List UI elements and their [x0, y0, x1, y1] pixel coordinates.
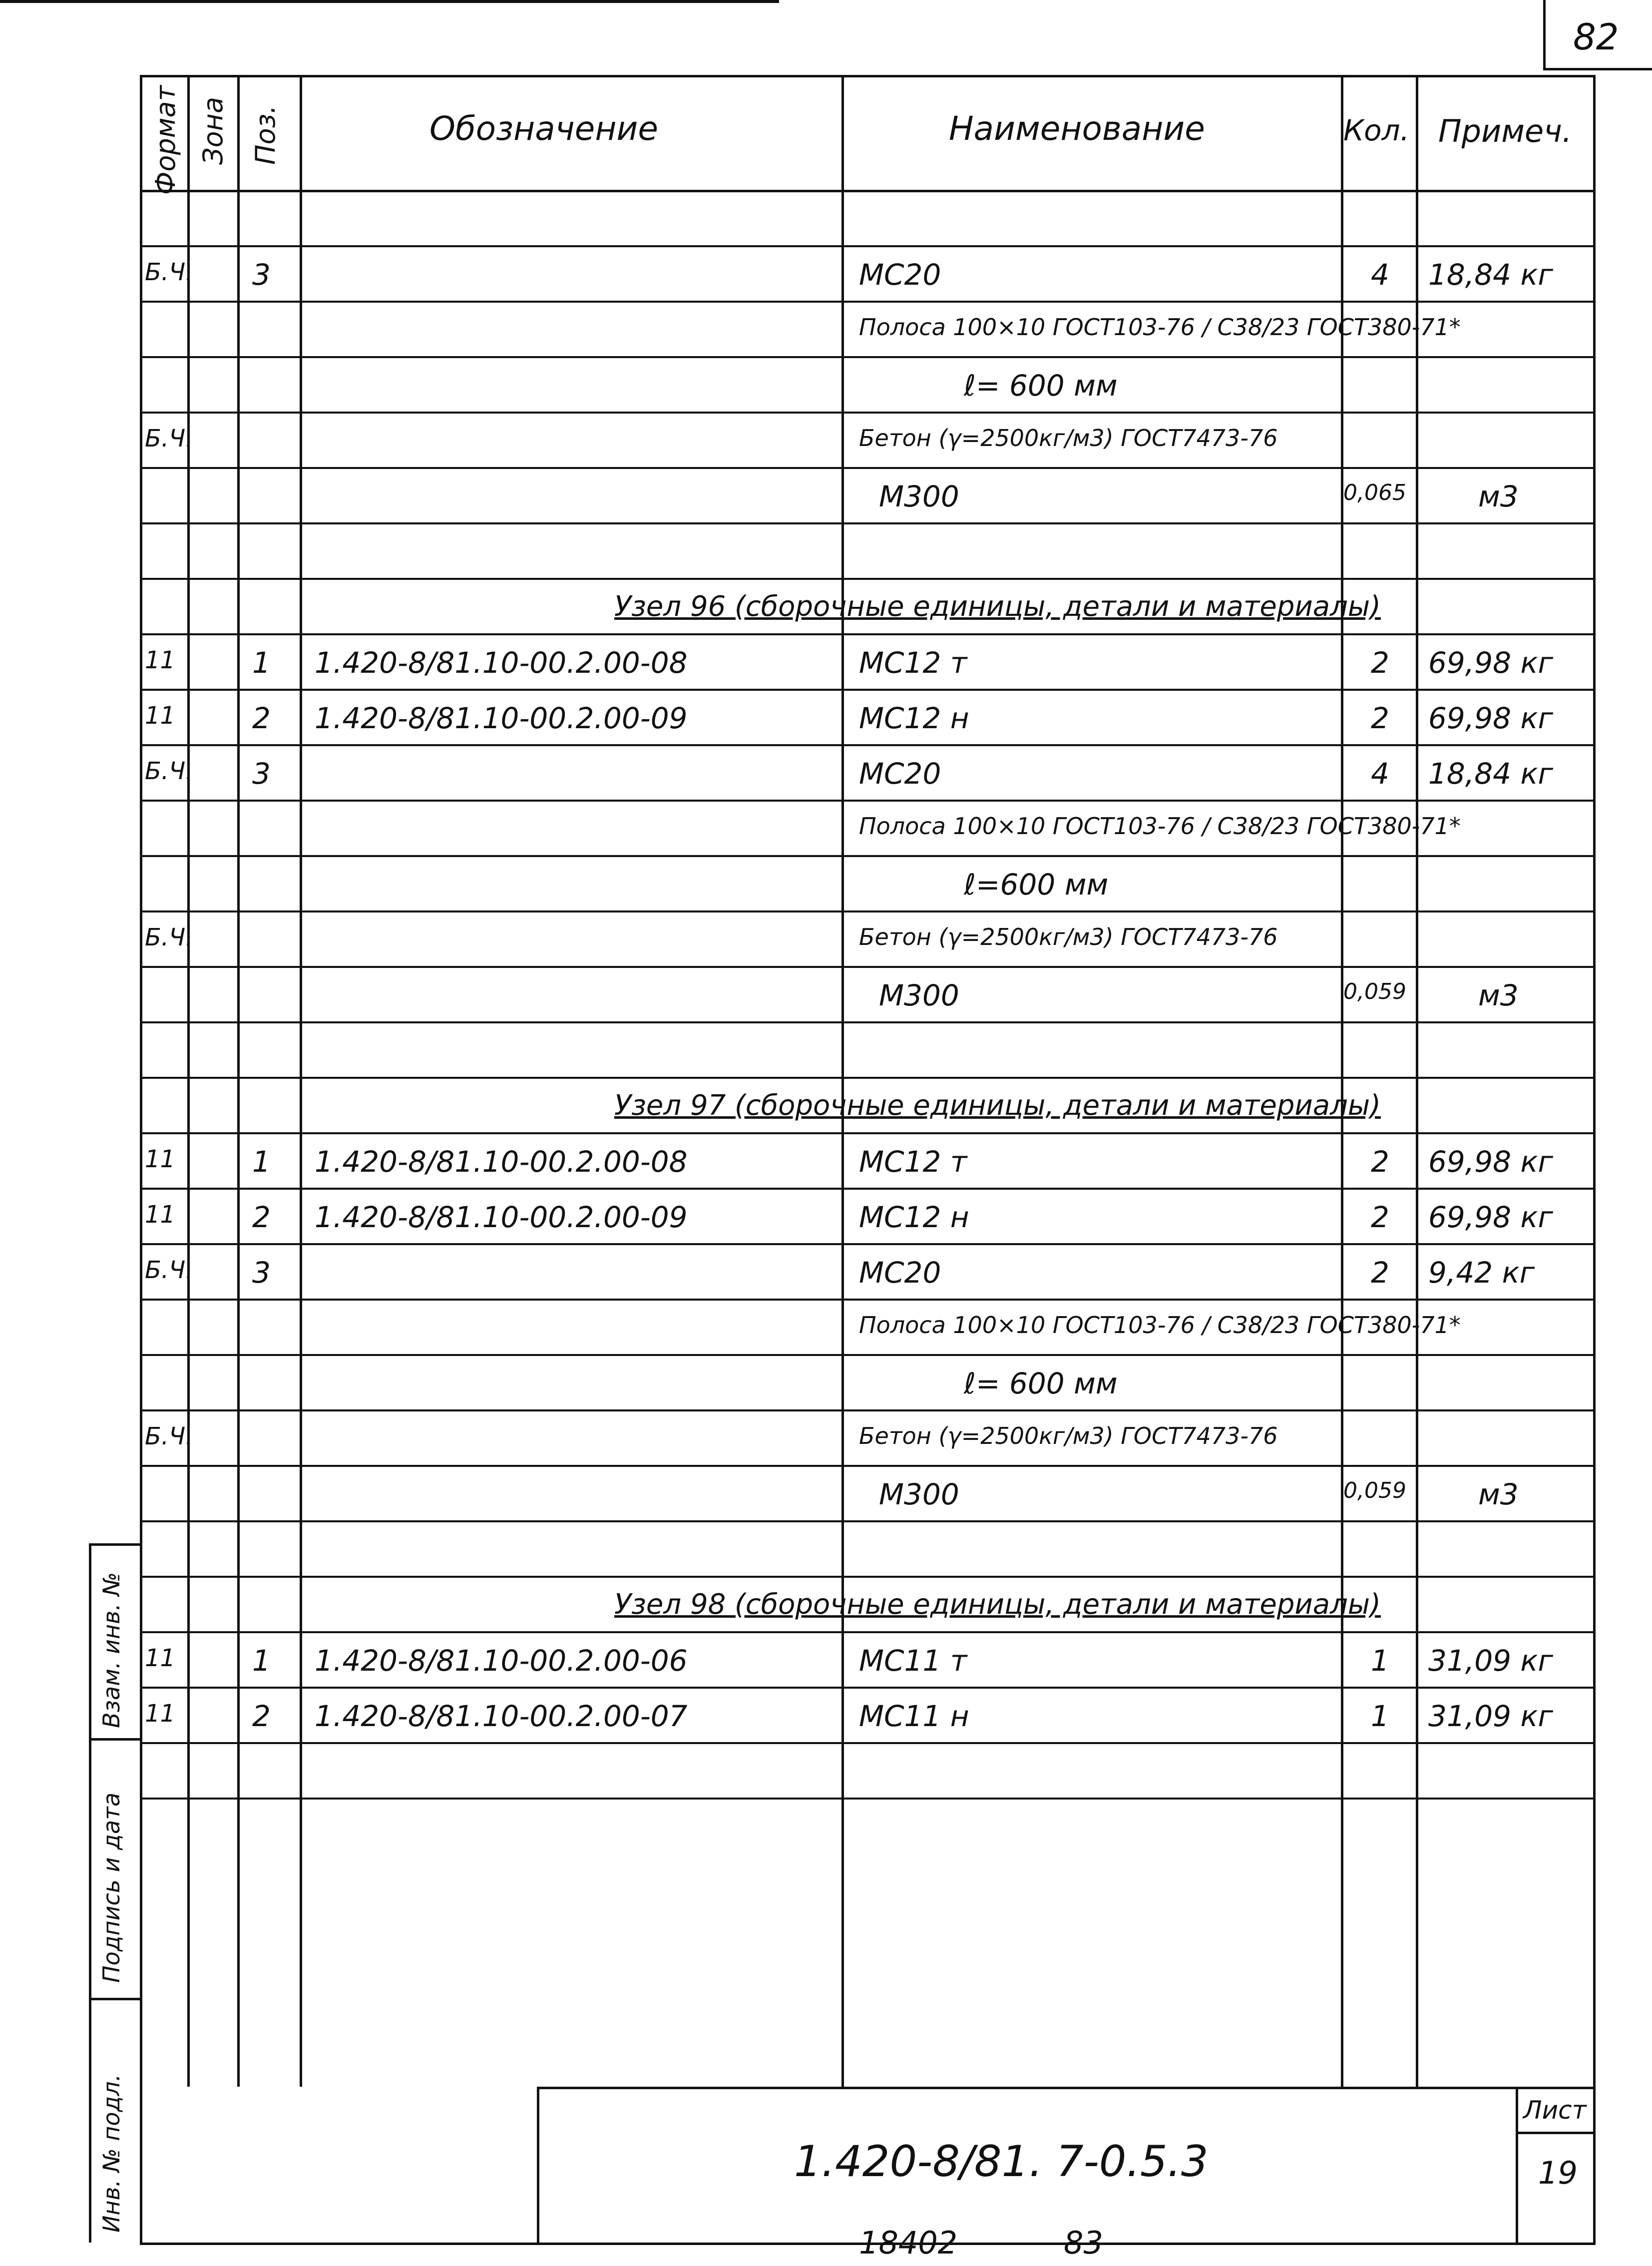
header-designation: Обозначение [429, 109, 658, 148]
column-divider [1416, 75, 1418, 2087]
footer-stamp-right: 83 [1064, 2225, 1103, 2261]
cell-note: 69,98 кг [1428, 1200, 1553, 1234]
row-divider [140, 467, 1593, 469]
cell-name: МС12 т [859, 646, 967, 680]
cell-name: ℓ=600 мм [964, 868, 1109, 902]
cell-name: М300 [879, 479, 959, 513]
cell-name: М300 [879, 1477, 959, 1511]
row-divider [140, 1465, 1593, 1467]
cell-qty: 0,059 [1343, 979, 1406, 1004]
row-divider [140, 578, 1593, 580]
cell-fmt: 11 [145, 702, 176, 730]
cell-qty: 2 [1371, 1145, 1389, 1179]
cell-pos: 1 [252, 1644, 271, 1678]
row-divider [140, 522, 1593, 524]
cell-pos: 3 [252, 757, 271, 791]
row-divider [140, 1077, 1593, 1079]
cell-note: 69,98 кг [1428, 1145, 1553, 1179]
row-divider [140, 1520, 1593, 1522]
column-divider [841, 75, 844, 2087]
header-note: Примеч. [1438, 113, 1572, 149]
header-pos: Поз. [250, 105, 281, 165]
row-divider [140, 966, 1593, 968]
cell-fmt: 11 [145, 646, 176, 674]
cell-name: Бетон (γ=2500кг/м3) ГОСТ7473-76 [859, 425, 1278, 452]
row-divider [140, 744, 1593, 746]
header-separator [140, 190, 1593, 192]
cell-fmt: Б.Ч. [145, 1422, 193, 1450]
row-divider [140, 1576, 1593, 1578]
row-divider [140, 301, 1593, 303]
row-divider [140, 1021, 1593, 1023]
column-divider [300, 75, 302, 2087]
page-number-frame [1543, 0, 1546, 70]
cell-designation: 1.420-8/81.10-00.2.00-07 [315, 1699, 688, 1733]
row-divider [140, 356, 1593, 358]
page-number: 82 [1573, 16, 1619, 58]
cell-name: МС12 н [859, 1200, 969, 1234]
cell-designation: 1.420-8/81.10-00.2.00-09 [315, 701, 688, 735]
page-number-frame-bottom [1543, 68, 1652, 70]
cell-qty: 2 [1371, 701, 1389, 735]
title-block-sheet-number: 19 [1538, 2155, 1578, 2191]
title-block-sheet-divider [1516, 2087, 1518, 2243]
cell-pos: 2 [252, 701, 271, 735]
cell-pos: 2 [252, 1200, 271, 1234]
top-border-fragment [0, 0, 779, 3]
header-zone: Зона [197, 96, 229, 165]
cell-name: МС20 [859, 258, 941, 292]
cell-name: Узел 97 (сборочные единицы, детали и материалы) [614, 1089, 1381, 1122]
cell-pos: 3 [252, 1256, 271, 1290]
title-block-doc-code: 1.420-8/81. 7-0.5.3 [794, 2137, 1209, 2187]
header-qty: Кол. [1343, 113, 1410, 147]
title-block-sheet-label: Лист [1523, 2096, 1587, 2125]
title-block-top [537, 2087, 1593, 2089]
row-divider [140, 1687, 1593, 1689]
cell-designation: 1.420-8/81.10-00.2.00-08 [315, 646, 688, 680]
side-stamp-divider-2 [89, 1998, 140, 2000]
column-divider [187, 75, 190, 2087]
row-divider [140, 1742, 1593, 1744]
cell-fmt: Б.Ч. [145, 757, 193, 785]
row-divider [140, 1243, 1593, 1245]
cell-qty: 2 [1371, 1256, 1389, 1290]
cell-qty: 0,065 [1343, 480, 1406, 505]
cell-note: 18,84 кг [1428, 258, 1553, 292]
cell-name: МС11 н [859, 1699, 969, 1733]
cell-name: ℓ= 600 мм [964, 1366, 1118, 1400]
cell-pos: 1 [252, 1145, 271, 1179]
column-divider [1341, 75, 1343, 2087]
row-divider [140, 1299, 1593, 1301]
cell-name: МС12 т [859, 1145, 967, 1179]
side-stamp-divider-1 [89, 1738, 140, 1741]
footer-stamp-left: 18402 [859, 2225, 958, 2261]
cell-fmt: Б.Ч. [145, 1256, 193, 1284]
cell-designation: 1.420-8/81.10-00.2.00-06 [315, 1644, 688, 1678]
cell-name: Полоса 100×10 ГОСТ103-76 / С38/23 ГОСТ380-71* [859, 314, 1461, 341]
table-border-left [140, 75, 142, 2243]
cell-pos: 2 [252, 1699, 271, 1733]
cell-note: м3 [1478, 479, 1519, 513]
cell-note: 69,98 кг [1428, 646, 1553, 680]
cell-designation: 1.420-8/81.10-00.2.00-08 [315, 1145, 688, 1179]
cell-note: 18,84 кг [1428, 757, 1553, 791]
row-divider [140, 910, 1593, 912]
side-label-vzam-inv: Взам. инв. № [98, 1572, 125, 1728]
title-block-left [537, 2087, 539, 2243]
header-name: Наименование [949, 109, 1205, 148]
cell-pos: 3 [252, 258, 271, 292]
cell-name: ℓ= 600 мм [964, 369, 1118, 403]
cell-pos: 1 [252, 646, 271, 680]
header-format: Формат [150, 85, 181, 195]
side-stamp-top [89, 1543, 140, 1546]
cell-fmt: 11 [145, 1201, 176, 1229]
column-divider [237, 75, 240, 2087]
row-divider [140, 1798, 1593, 1800]
cell-fmt: 11 [145, 1700, 176, 1728]
table-border-top [140, 75, 1593, 77]
cell-qty: 1 [1371, 1644, 1389, 1678]
title-block-sheet-hline [1516, 2132, 1593, 2134]
cell-name: Бетон (γ=2500кг/м3) ГОСТ7473-76 [859, 1422, 1278, 1449]
table-border-right [1593, 75, 1596, 2243]
side-label-podpis-data: Подпись и дата [98, 1792, 125, 1983]
cell-name: Узел 96 (сборочные единицы, детали и материалы) [614, 590, 1381, 623]
cell-note: 69,98 кг [1428, 701, 1553, 735]
cell-name: МС20 [859, 1256, 941, 1290]
row-divider [140, 412, 1593, 414]
cell-note: 31,09 кг [1428, 1644, 1553, 1678]
cell-note: м3 [1478, 978, 1519, 1012]
cell-fmt: Б.Ч. [145, 425, 193, 453]
row-divider [140, 855, 1593, 857]
cell-note: 31,09 кг [1428, 1699, 1553, 1733]
cell-name: М300 [879, 978, 959, 1012]
cell-fmt: Б.Ч. [145, 923, 193, 951]
row-divider [140, 1354, 1593, 1356]
cell-designation: 1.420-8/81.10-00.2.00-09 [315, 1200, 688, 1234]
row-divider [140, 689, 1593, 691]
cell-name: Полоса 100×10 ГОСТ103-76 / С38/23 ГОСТ380-71* [859, 1312, 1461, 1339]
cell-name: Узел 98 (сборочные единицы, детали и материалы) [614, 1588, 1381, 1621]
row-divider [140, 245, 1593, 247]
cell-note: 9,42 кг [1428, 1256, 1535, 1290]
row-divider [140, 1188, 1593, 1190]
side-stamp-border [89, 1543, 91, 2243]
cell-name: Бетон (γ=2500кг/м3) ГОСТ7473-76 [859, 923, 1278, 950]
side-label-inv-podl: Инв. № подл. [98, 2074, 125, 2233]
cell-fmt: 11 [145, 1644, 176, 1672]
row-divider [140, 633, 1593, 635]
row-divider [140, 1132, 1593, 1134]
cell-qty: 4 [1371, 757, 1389, 791]
cell-qty: 4 [1371, 258, 1389, 292]
row-divider [140, 800, 1593, 802]
cell-qty: 2 [1371, 646, 1389, 680]
cell-name: Полоса 100×10 ГОСТ103-76 / С38/23 ГОСТ380-71* [859, 813, 1461, 840]
cell-qty: 0,059 [1343, 1478, 1406, 1503]
cell-qty: 2 [1371, 1200, 1389, 1234]
cell-note: м3 [1478, 1477, 1519, 1511]
cell-name: МС20 [859, 757, 941, 791]
cell-name: МС12 н [859, 701, 969, 735]
cell-fmt: 11 [145, 1145, 176, 1173]
cell-name: МС11 т [859, 1644, 967, 1678]
row-divider [140, 1631, 1593, 1633]
row-divider [140, 1409, 1593, 1411]
cell-qty: 1 [1371, 1699, 1389, 1733]
cell-fmt: Б.Ч. [145, 258, 193, 286]
